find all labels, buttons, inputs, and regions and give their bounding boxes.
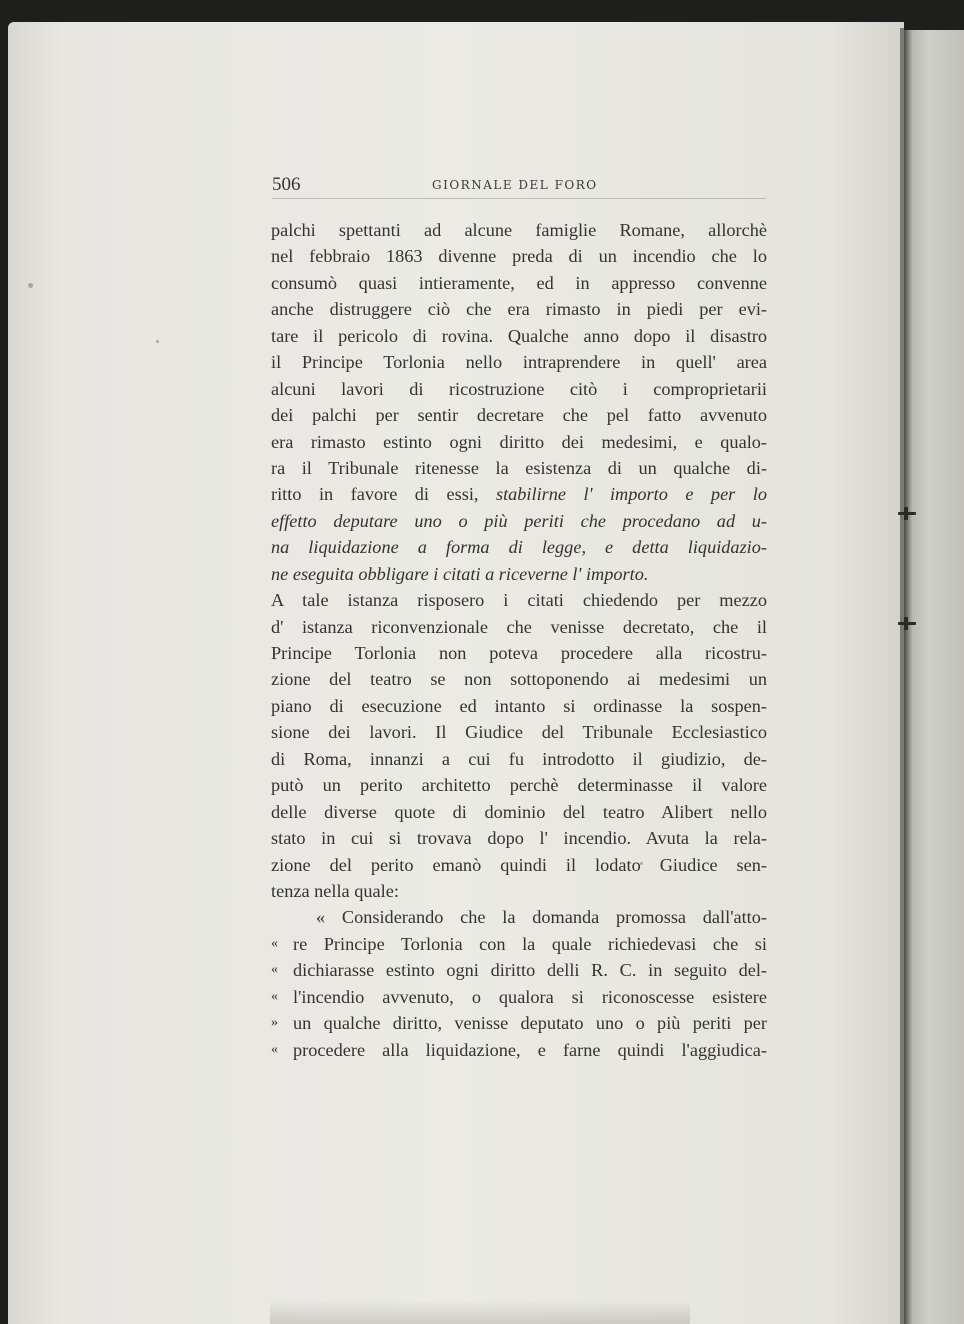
quote-line <box>271 984 767 1010</box>
quote-mark: « <box>271 935 278 951</box>
text-line: zione del teatro se non sottoponendo ai medesimi un <box>271 669 767 690</box>
quote-text: procedere alla liquidazione, e farne quindi l'aggiudica- <box>293 1039 767 1060</box>
text-line: sione dei lavori. Il Giudice del Tribunale Ecclesiastico <box>271 722 767 743</box>
text-line: putò un perito architetto perchè determinasse il valore <box>271 775 767 796</box>
italic-line: ne eseguita obbligare i citati a riceverne l' importo. <box>271 563 649 584</box>
page-header <box>272 174 766 199</box>
italic-line: na liquidazione a forma di legge, e detta liquidazio- <box>271 537 767 558</box>
margin-marker-icon <box>898 622 916 625</box>
text-line: palchi spettanti ad alcune famiglie Romane, allorchè <box>271 220 767 240</box>
quote-text: dichiarasse estinto ogni diritto delli R. C. in seguito del- <box>293 960 767 981</box>
text-line: tare il pericolo di rovina. Qualche anno dopo il disastro <box>271 325 767 346</box>
text-line: A tale istanza risposero i citati chiedendo per mezzo <box>271 590 767 611</box>
quote-mark: » <box>271 1015 278 1031</box>
quote-text: un qualche diritto, venisse deputato uno o più periti per <box>293 1013 767 1034</box>
dust-speck <box>156 340 159 343</box>
quote-mark: « <box>271 962 278 978</box>
text-line: delle diverse quote di dominio del teatro Alibert nello <box>271 801 767 822</box>
text-line: anche distruggere ciò che era rimasto in piedi per evi- <box>271 299 767 320</box>
italic-segment: stabilirne l' importo e per lo <box>495 484 767 505</box>
text-line <box>271 481 767 507</box>
text-segment: ritto in favore di essi, <box>271 484 496 505</box>
quote-line: « Considerando che la domanda promossa dall'atto- <box>316 907 767 928</box>
italic-line: effetto deputare uno o più periti che procedano ad u- <box>271 510 767 531</box>
text-line: il Principe Torlonia nello intraprendere in quell' area <box>271 352 767 373</box>
text-line: consumò quasi intieramente, ed in appresso convenne <box>271 272 767 293</box>
margin-marker-icon <box>898 512 916 515</box>
body-text <box>271 217 767 1063</box>
bleed-through-smudge <box>270 1300 690 1324</box>
text-line: stato in cui si trovava dopo l' incendio. Avuta la rela- <box>271 828 767 849</box>
quote-text: re Principe Torlonia con la quale richiedevasi che si <box>293 933 767 954</box>
quote-text: l'incendio avvenuto, o qualora si riconoscesse esistere <box>293 986 767 1007</box>
quote-mark: « <box>271 988 278 1004</box>
quote-line <box>271 957 767 983</box>
text-line: d' istanza riconvenzionale che venisse decretato, che il <box>271 616 767 637</box>
dust-speck <box>28 283 33 288</box>
text-line: tenza nella quale: <box>271 880 399 901</box>
page-number: 506 <box>272 174 301 195</box>
text-line: ra il Tribunale ritenesse la esistenza di un qualche di- <box>271 457 767 478</box>
text-line: dei palchi per sentir decretare che pel fatto avvenuto <box>271 405 767 426</box>
quote-line <box>271 931 767 957</box>
quote-line <box>271 1037 767 1063</box>
text-line: alcuni lavori di ricostruzione citò i comproprietarii <box>271 378 767 399</box>
next-page-edge <box>904 30 964 1324</box>
quote-mark: « <box>271 1041 278 1057</box>
text-line: di Roma, innanzi a cui fu introdotto il giudizio, de- <box>271 748 767 769</box>
text-line: nel febbraio 1863 divenne preda di un incendio che lo <box>271 246 767 267</box>
text-line: zione del perito emanò quindi il lodato Giudice sen- <box>271 854 767 875</box>
running-head: GIORNALE DEL FORO <box>432 178 598 192</box>
quote-line <box>271 1010 767 1036</box>
text-line: Principe Torlonia non poteva procedere alla ricostru- <box>271 643 767 663</box>
text-line: era rimasto estinto ogni diritto dei medesimi, e qualo- <box>271 431 767 452</box>
text-line: piano di esecuzione ed intanto si ordinasse la sospen- <box>271 695 767 716</box>
